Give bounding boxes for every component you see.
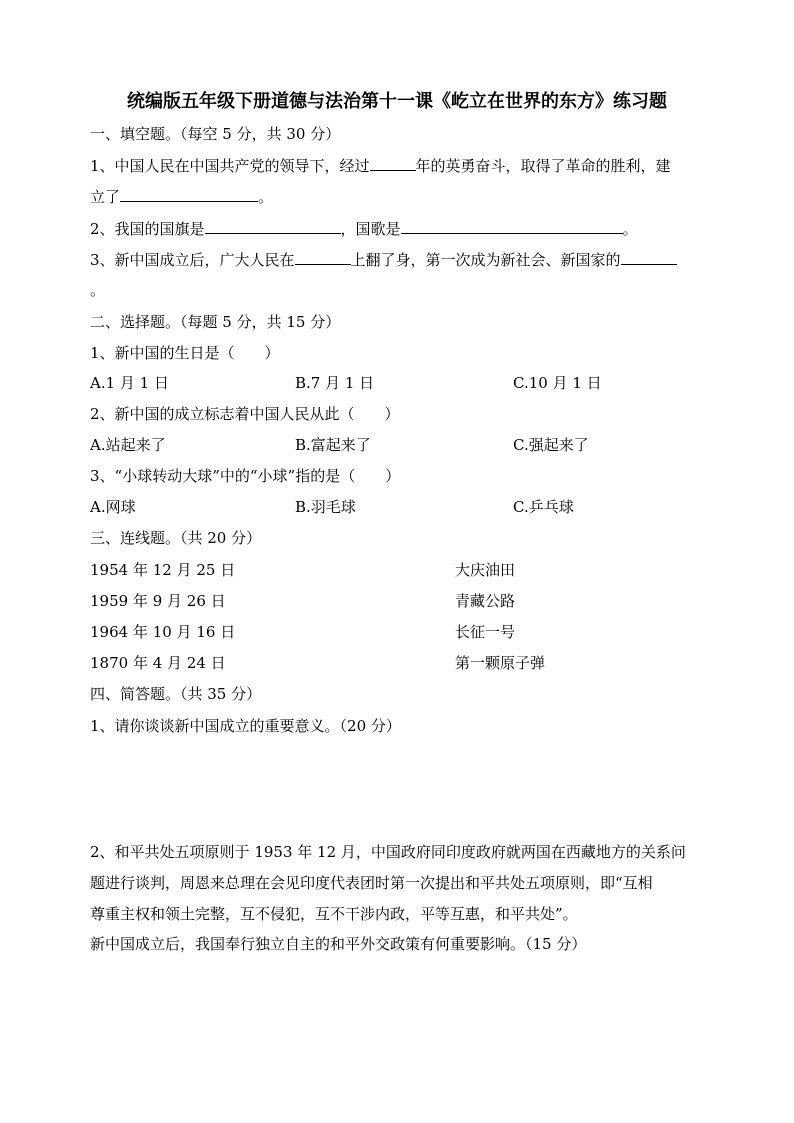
choice-option-c[interactable]: C.10 月 1 日 <box>513 374 602 392</box>
choice-option-c[interactable]: C.乒乓球 <box>513 498 574 516</box>
answer-blank[interactable] <box>401 218 623 234</box>
choice-option-b[interactable]: B.7 月 1 日 <box>295 374 375 392</box>
match-right-item[interactable]: 第一颗原子弹 <box>455 654 546 672</box>
fill-question-3-text: 上翻了身，第一次成为新社会、新国家的 <box>350 251 621 269</box>
section2-heading: 二、选择题。（每题 5 分，共 15 分） <box>90 313 341 331</box>
short-answer-question-2-line: 2、和平共处五项原则于 1953 年 12 月，中国政府同印度政府就两国在西藏地方的关系问 <box>90 843 686 861</box>
answer-blank[interactable] <box>621 249 677 265</box>
choice-question-2: 2、新中国的成立标志着中国人民从此（ ） <box>90 405 400 423</box>
fill-question-1-text: 立了 <box>90 188 121 206</box>
choice-question-1: 1、新中国的生日是（ ） <box>90 344 280 362</box>
answer-blank[interactable] <box>205 218 341 234</box>
match-left-item[interactable]: 1959 年 9 月 26 日 <box>90 592 226 610</box>
fill-question-3 <box>90 249 677 270</box>
choice-option-a[interactable]: A.站起来了 <box>90 436 166 454</box>
fill-question-1 <box>90 155 671 176</box>
fill-question-1-text: 。 <box>258 188 274 206</box>
choice-option-a[interactable]: A.1 月 1 日 <box>90 374 169 392</box>
fill-question-2-text: 。 <box>622 220 638 238</box>
page-title: 统编版五年级下册道德与法治第十一课《屹立在世界的东方》练习题 <box>127 91 667 112</box>
match-left-item[interactable]: 1964 年 10 月 16 日 <box>90 623 236 641</box>
answer-blank[interactable] <box>120 186 258 202</box>
choice-option-b[interactable]: B.富起来了 <box>295 436 371 454</box>
match-left-item[interactable]: 1870 年 4 月 24 日 <box>90 654 226 672</box>
answer-blank[interactable] <box>370 155 416 171</box>
choice-option-a[interactable]: A.网球 <box>90 498 136 516</box>
section3-heading: 三、连线题。（共 20 分） <box>90 529 262 547</box>
answer-blank[interactable] <box>295 249 351 265</box>
fill-question-3-text: 3、新中国成立后，广大人民在 <box>90 251 295 269</box>
fill-question-2 <box>90 218 638 239</box>
fill-question-3-cont: 。 <box>90 281 106 299</box>
short-answer-question-2-line: 尊重主权和领土完整，互不侵犯，互不干涉内政，平等互惠，和平共处”。 <box>90 905 578 923</box>
fill-question-1-text: 1、中国人民在中国共产党的领导下，经过 <box>90 157 370 175</box>
match-left-item[interactable]: 1954 年 12 月 25 日 <box>90 561 236 579</box>
choice-question-3: 3、“小球转动大球”中的“小球”指的是（ ） <box>90 467 401 485</box>
fill-question-2-text: 2、我国的国旗是 <box>90 220 205 238</box>
fill-question-1-text: 年的英勇奋斗，取得了革命的胜利，建 <box>415 157 671 175</box>
section4-heading: 四、简答题。（共 35 分） <box>90 685 262 703</box>
short-answer-question-1: 1、请你谈谈新中国成立的重要意义。（20 分） <box>90 717 401 735</box>
match-right-item[interactable]: 长征一号 <box>455 623 516 641</box>
fill-question-1-cont <box>90 186 273 207</box>
fill-question-2-text: ，国歌是 <box>340 220 401 238</box>
choice-option-c[interactable]: C.强起来了 <box>513 436 589 454</box>
short-answer-question-2-line: 新中国成立后，我国奉行独立自主的和平外交政策有何重要影响。（15 分） <box>90 935 587 953</box>
short-answer-question-2-line: 题进行谈判，周恩来总理在会见印度代表团时第一次提出和平共处五项原则，即“互相 <box>90 874 653 892</box>
match-right-item[interactable]: 大庆油田 <box>455 561 516 579</box>
section1-heading: 一、填空题。（每空 5 分，共 30 分） <box>90 125 341 143</box>
choice-option-b[interactable]: B.羽毛球 <box>295 498 356 516</box>
match-right-item[interactable]: 青藏公路 <box>455 592 516 610</box>
